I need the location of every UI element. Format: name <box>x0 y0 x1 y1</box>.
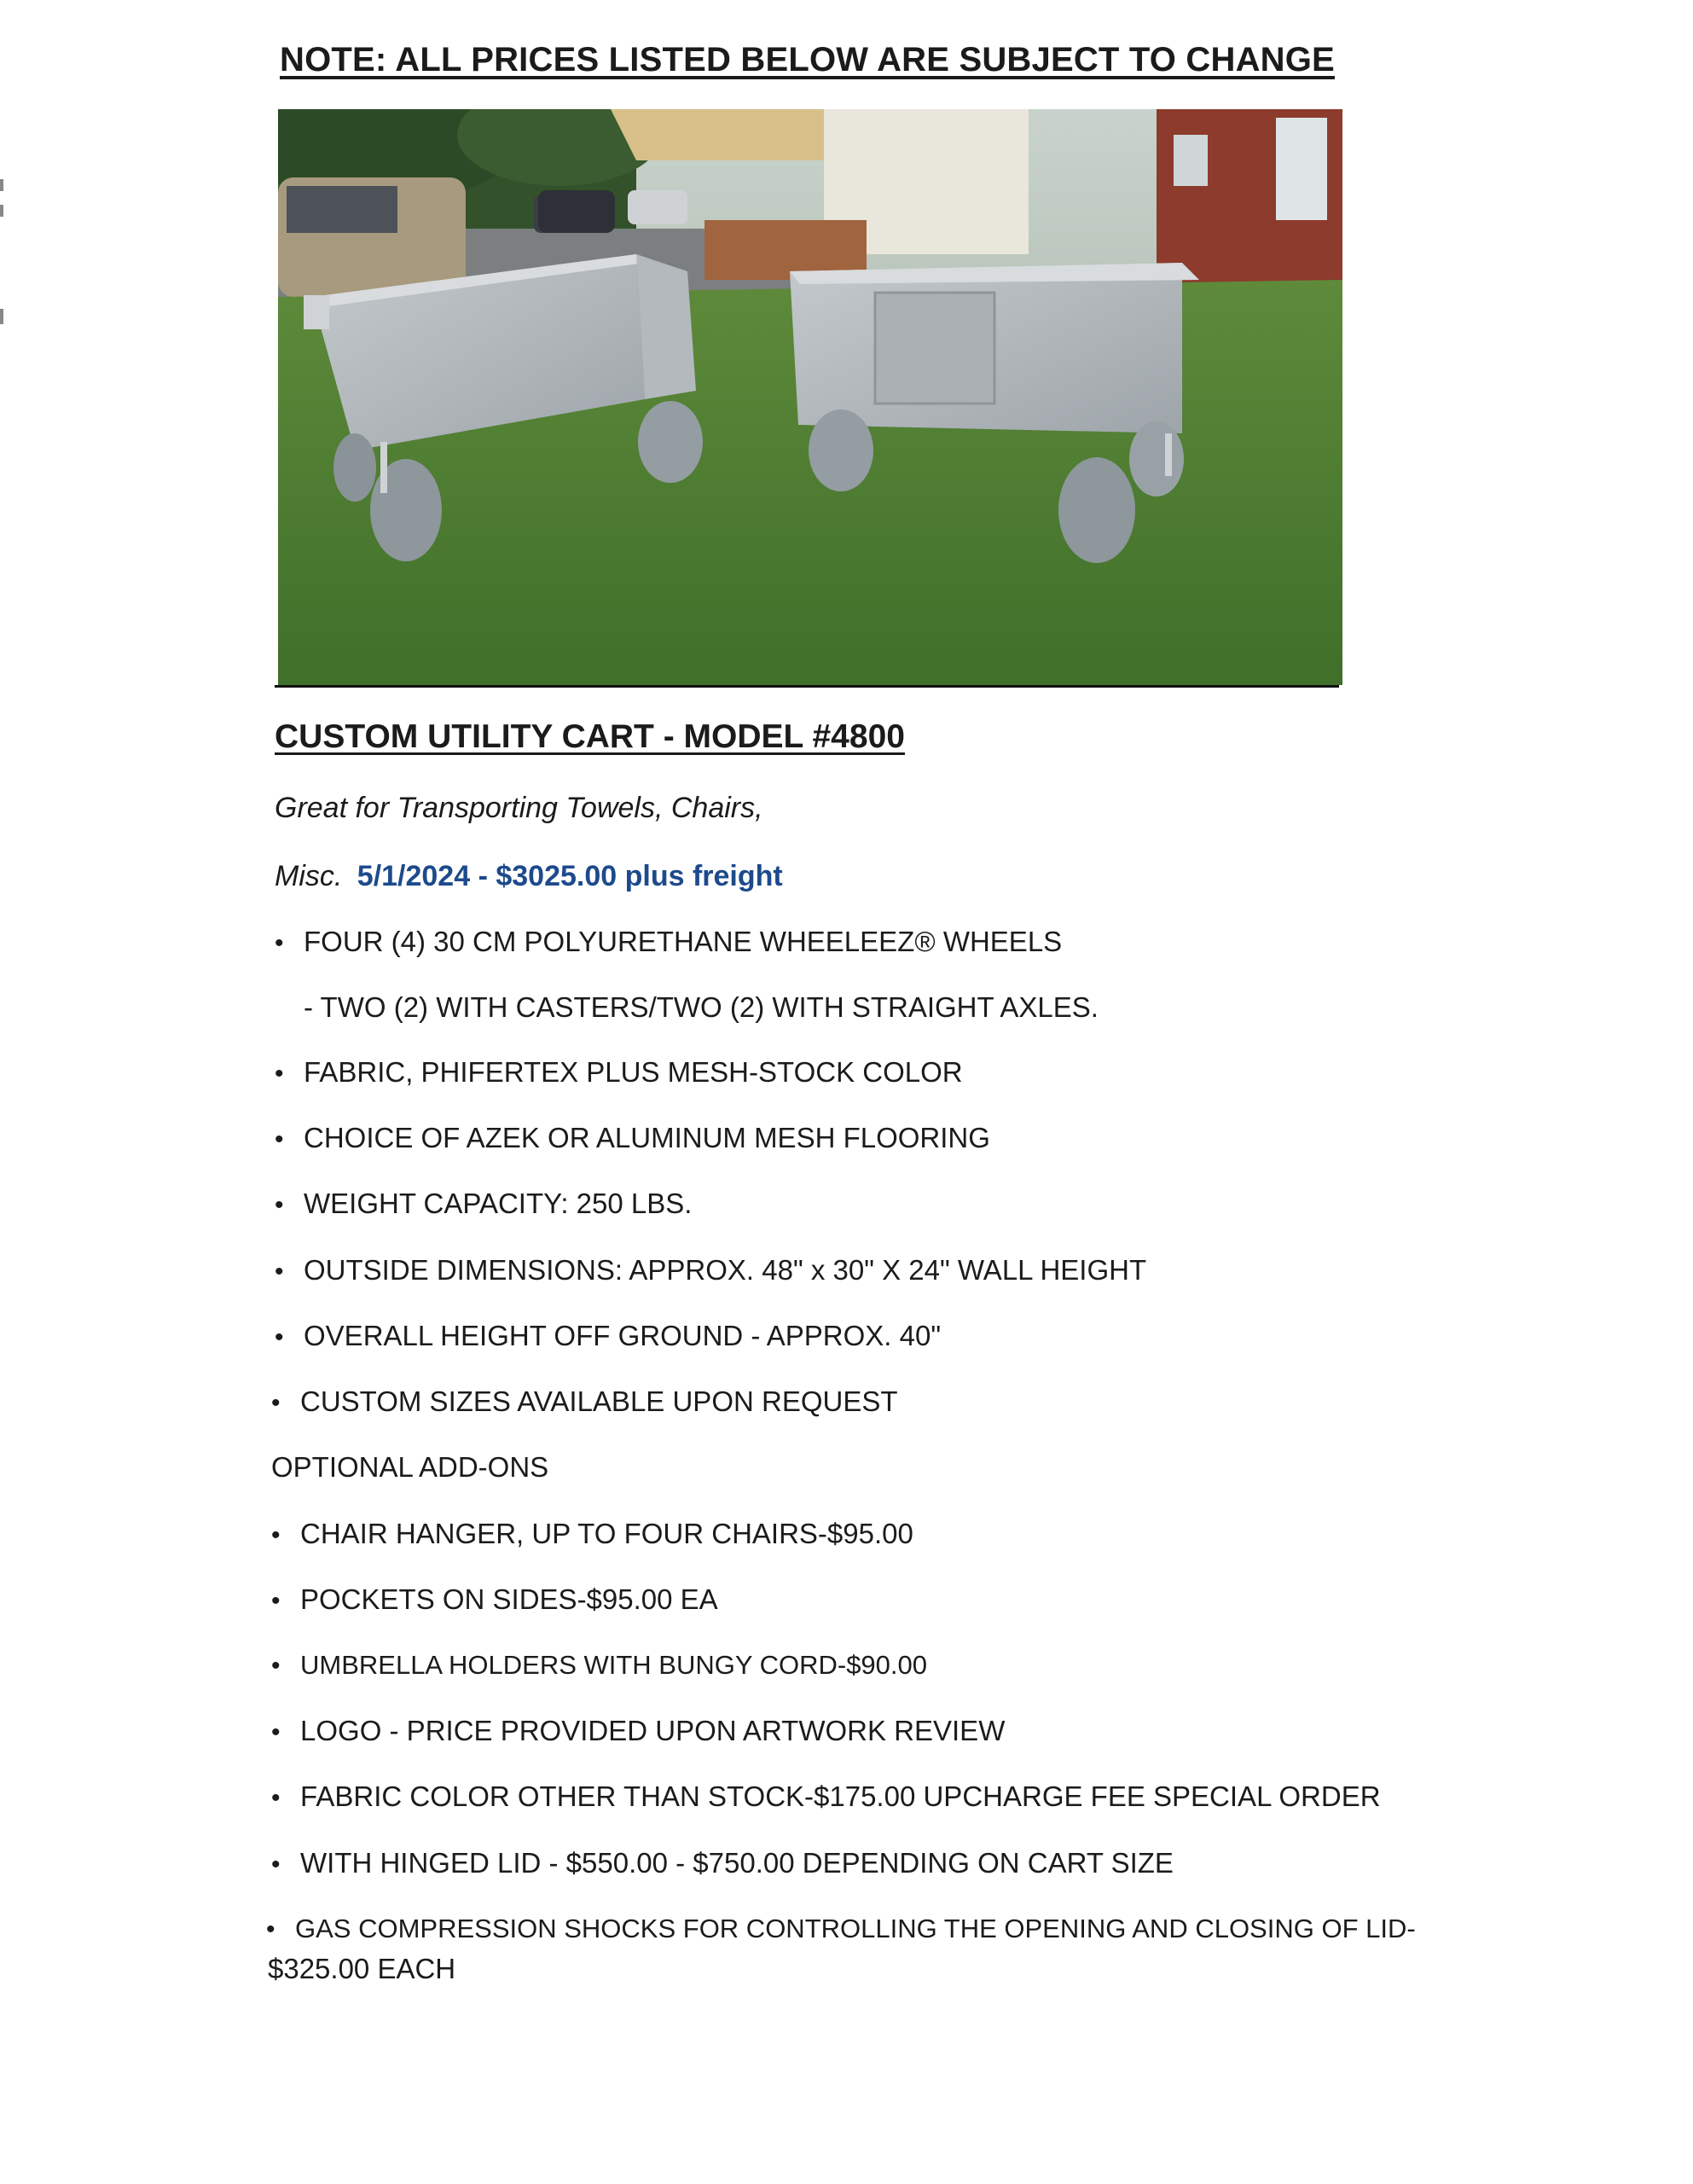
feature-text: FOUR (4) 30 CM POLYURETHANE WHEELEEZ® WHEELS <box>304 926 1063 957</box>
scan-mark <box>0 309 3 324</box>
bullet: • <box>275 1191 284 1219</box>
bullet: • <box>275 1323 284 1351</box>
price-line <box>275 860 783 893</box>
addon-item <box>271 1583 718 1616</box>
product-price: 5/1/2024 - $3025.00 plus freight <box>357 860 783 892</box>
addon-text: UMBRELLA HOLDERS WITH BUNGY CORD-$90.00 <box>300 1650 928 1680</box>
addon-continuation: $325.00 EACH <box>268 1953 456 1984</box>
feature-item <box>275 1056 963 1089</box>
product-heading: CUSTOM UTILITY CART - MODEL #4800 <box>275 718 905 755</box>
feature-item <box>275 1122 990 1154</box>
product-tagline: Great for Transporting Towels, Chairs, <box>275 792 763 824</box>
feature-item <box>275 1320 941 1352</box>
bullet: • <box>271 1652 281 1680</box>
bullet: • <box>271 1850 281 1879</box>
feature-item <box>275 926 1062 958</box>
bullet: • <box>275 929 284 957</box>
feature-item <box>271 1385 898 1418</box>
bullet: • <box>271 1587 281 1615</box>
addon-text: LOGO - PRICE PROVIDED UPON ARTWORK REVIEW <box>300 1715 1006 1746</box>
feature-text: OVERALL HEIGHT OFF GROUND - APPROX. 40" <box>304 1320 942 1351</box>
bullet: • <box>271 1784 281 1812</box>
feature-item <box>275 1188 692 1220</box>
feature-text: OUTSIDE DIMENSIONS: APPROX. 48" x 30" X 24" WALL HEIGHT <box>304 1254 1147 1286</box>
addon-text: FABRIC COLOR OTHER THAN STOCK-$175.00 UPCHARGE FEE SPECIAL ORDER <box>300 1780 1381 1812</box>
bullet: • <box>266 1915 275 1943</box>
price-change-note: NOTE: ALL PRICES LISTED BELOW ARE SUBJECT TO CHANGE <box>280 41 1335 78</box>
bullet: • <box>271 1718 281 1746</box>
misc-label: Misc. <box>275 860 343 892</box>
addon-text: GAS COMPRESSION SHOCKS FOR CONTROLLING THE OPENING AND CLOSING OF LID- <box>295 1914 1416 1943</box>
feature-item <box>275 1254 1146 1287</box>
addon-text: CHAIR HANGER, UP TO FOUR CHAIRS-$95.00 <box>300 1518 913 1549</box>
addon-item <box>271 1847 1174 1879</box>
scan-mark <box>0 179 3 191</box>
bullet: • <box>275 1258 284 1286</box>
addon-text: POCKETS ON SIDES-$95.00 EA <box>300 1583 718 1615</box>
addon-item <box>271 1518 913 1550</box>
feature-item <box>304 991 1099 1024</box>
scan-mark <box>0 205 3 217</box>
feature-text: CUSTOM SIZES AVAILABLE UPON REQUEST <box>300 1385 898 1417</box>
product-photo <box>278 109 1342 685</box>
addon-item <box>271 1715 1005 1747</box>
addon-text: WITH HINGED LID - $550.00 - $750.00 DEPENDING ON CART SIZE <box>300 1847 1174 1879</box>
feature-text: FABRIC, PHIFERTEX PLUS MESH-STOCK COLOR <box>304 1056 963 1088</box>
feature-text: CHOICE OF AZEK OR ALUMINUM MESH FLOORING <box>304 1122 990 1153</box>
feature-text: WEIGHT CAPACITY: 250 LBS. <box>304 1188 693 1219</box>
photo-divider <box>275 685 1339 688</box>
addon-item <box>271 1650 927 1681</box>
feature-text: - TWO (2) WITH CASTERS/TWO (2) WITH STRAIGHT AXLES. <box>304 991 1099 1023</box>
addon-item <box>266 1914 1416 1944</box>
addon-item <box>271 1780 1381 1813</box>
bullet: • <box>275 1060 284 1088</box>
bullet: • <box>271 1389 281 1417</box>
addons-title: OPTIONAL ADD-ONS <box>271 1451 549 1483</box>
bullet: • <box>271 1521 281 1549</box>
bullet: • <box>275 1125 284 1153</box>
